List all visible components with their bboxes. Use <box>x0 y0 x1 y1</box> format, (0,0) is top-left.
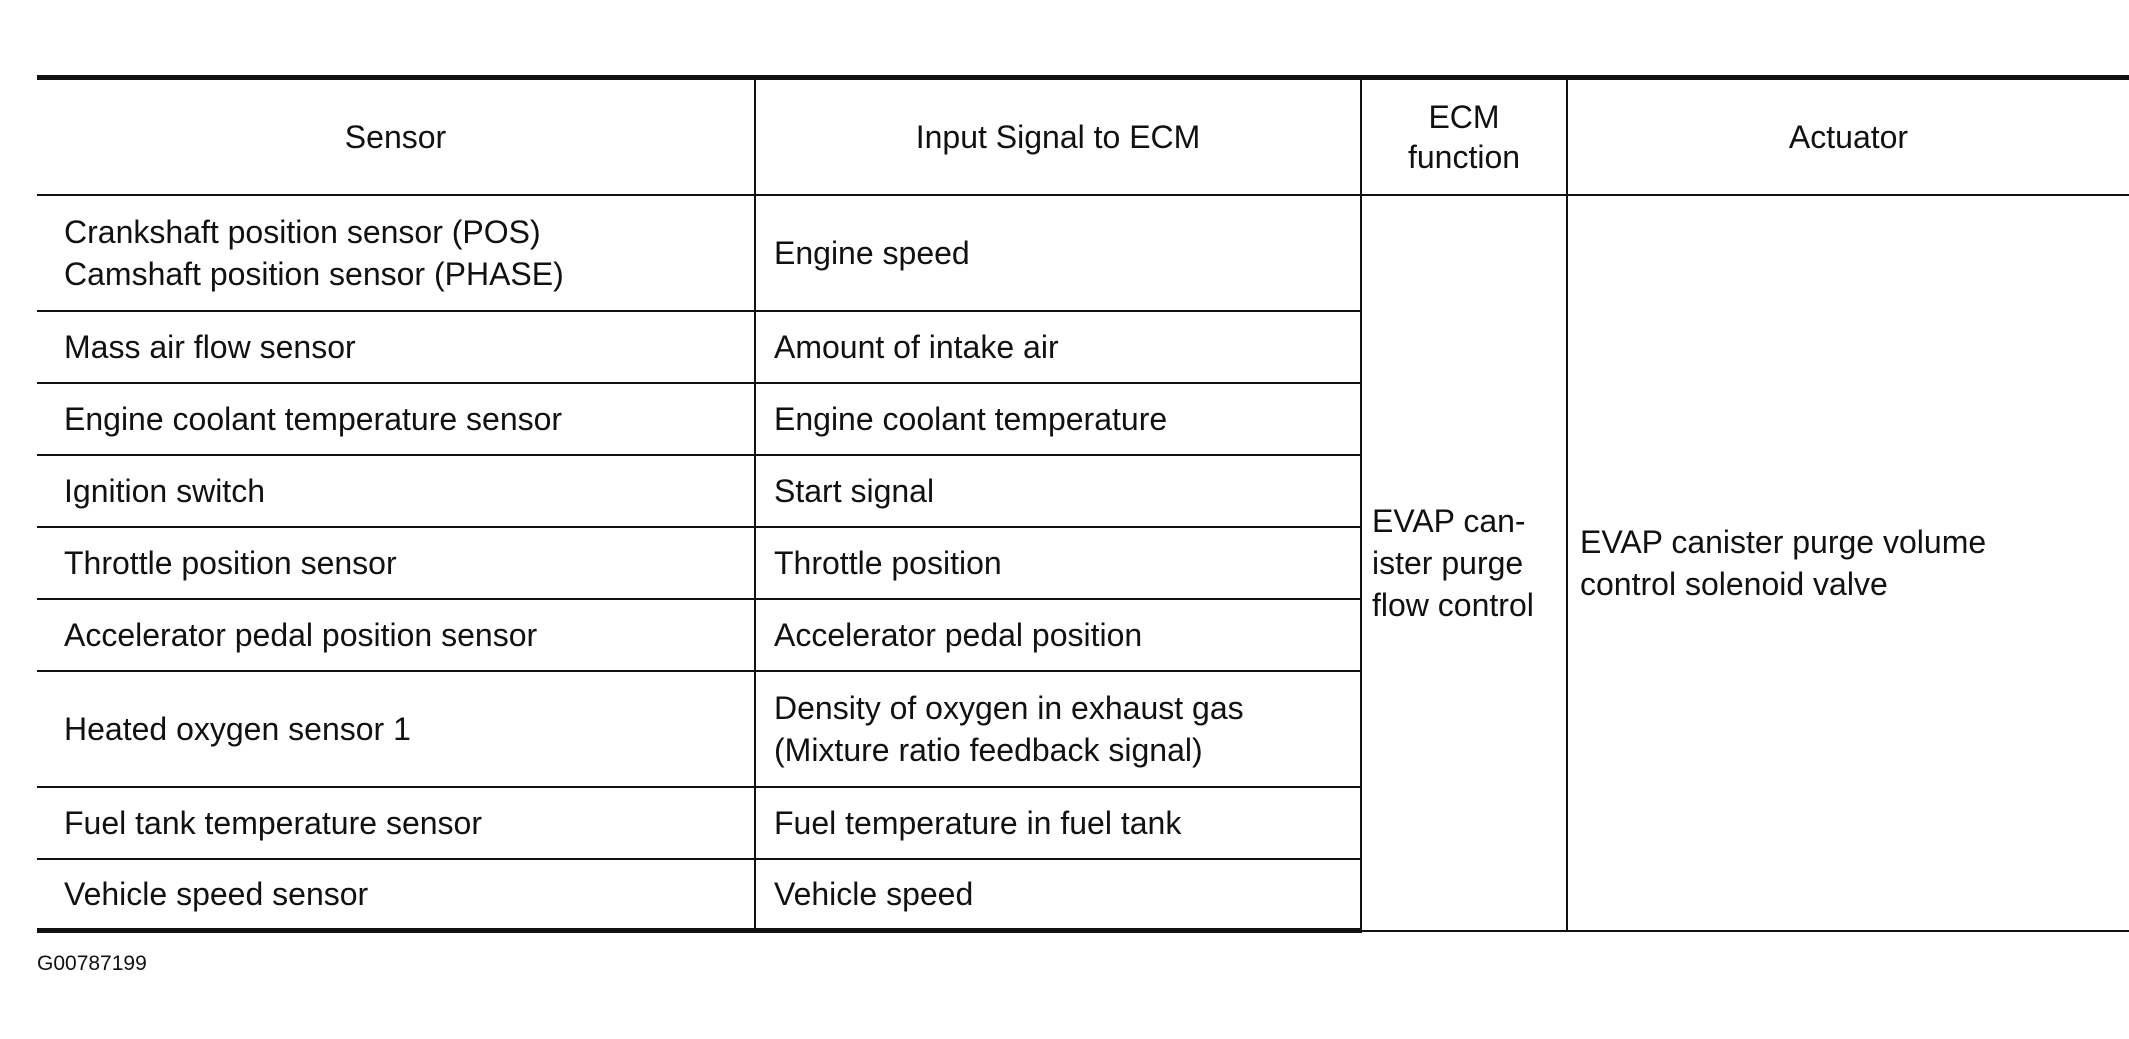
input-signal-cell: Start signal <box>755 455 1361 527</box>
table-header-row <box>37 78 2129 195</box>
sensor-cell: Engine coolant temperature sensor <box>37 383 755 455</box>
input-signal-cell: Density of oxygen in exhaust gas (Mixture ratio feedback signal) <box>755 671 1361 787</box>
sensor-cell: Fuel tank temperature sensor <box>37 787 755 859</box>
evap-purge-control-table <box>37 75 2129 933</box>
sensor-cell: Vehicle speed sensor <box>37 859 755 931</box>
header-actuator: Actuator <box>1567 78 2129 195</box>
input-signal-cell: Vehicle speed <box>755 859 1361 931</box>
input-signal-cell: Engine coolant temperature <box>755 383 1361 455</box>
header-ecm-function: ECM function <box>1361 78 1567 195</box>
input-signal-cell: Throttle position <box>755 527 1361 599</box>
table-row <box>37 195 2129 311</box>
sensor-signal-table <box>37 75 2129 933</box>
input-signal-cell: Accelerator pedal position <box>755 599 1361 671</box>
header-sensor: Sensor <box>37 78 755 195</box>
sensor-cell: Heated oxygen sensor 1 <box>37 671 755 787</box>
input-signal-cell: Engine speed <box>755 195 1361 311</box>
ecm-function-cell: EVAP can- ister purge flow control <box>1361 195 1567 931</box>
actuator-cell: EVAP canister purge volume control solenoid valve <box>1567 195 2129 931</box>
input-signal-cell: Amount of intake air <box>755 311 1361 383</box>
sensor-cell: Mass air flow sensor <box>37 311 755 383</box>
input-signal-cell: Fuel temperature in fuel tank <box>755 787 1361 859</box>
header-input-signal: Input Signal to ECM <box>755 78 1361 195</box>
sensor-cell: Accelerator pedal position sensor <box>37 599 755 671</box>
figure-code: G00787199 <box>37 952 147 975</box>
sensor-cell: Crankshaft position sensor (POS) Camshaft position sensor (PHASE) <box>37 195 755 311</box>
sensor-cell: Ignition switch <box>37 455 755 527</box>
sensor-cell: Throttle position sensor <box>37 527 755 599</box>
